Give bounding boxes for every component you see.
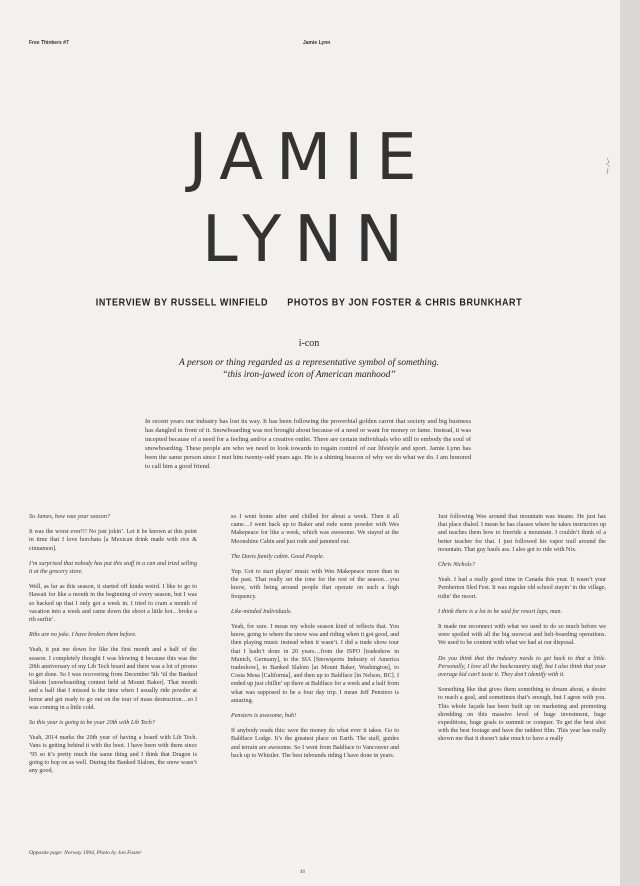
question-paragraph: Like-minded Individuals. [231, 608, 292, 615]
answer-paragraph: It made me reconnect with what we used to do so much before we were spoiled with all the big snowcat and heli-boarding operations. We used to be content with what we had at our disposal. [438, 624, 606, 647]
answer-paragraph: It was the worst ever!!! No just jokin’. Let it be known at this point in time that I love horchata [a Mexican drink made with rice & cinnamon]. [29, 529, 197, 552]
answer-paragraph: Yeah. I had a really good time in Canada this year. It wasn’t your Pemberton Sled Fest. It was regular old school stayin’ in the village, ridin’ the resort. [438, 577, 606, 600]
running-head-subject: Jamie Lynn [303, 40, 331, 46]
text-column-2 [231, 513, 399, 767]
question-paragraph: The Davis family cabin. Good People. [231, 553, 325, 560]
text-column-1 [29, 513, 197, 782]
question-paragraph: I think there is a lot to be said for resort laps, man. [438, 608, 563, 615]
question-paragraph: Do you think that the industry needs to get back to that a little. Personally, I love all the backcountry stuff, but I also think that your average kid can’t taste it. They don’t identify with it. [438, 655, 606, 679]
text-column-3 [438, 513, 606, 751]
article-title-line2: LYNN [202, 203, 416, 277]
question-paragraph: Ribs are no joke. I have broken them before. [29, 632, 137, 639]
page-number: 46 [300, 870, 305, 875]
question-paragraph: Chris Nichols? [438, 562, 475, 569]
page-edge-shadow [620, 0, 640, 886]
question-paragraph: So James, how was your season? [29, 514, 110, 520]
answer-paragraph: Yeah, for sure. I mean my whole season kind of reflects that. You know, going to where the snow was and riding when it got good, and then playing music instead when it wasn’t. I did a trade show tour that I hadn’t done in 20 years…from the ISPO [tradeshow in Munich, Germany], to the SIA [Snowsports Industry of America tradeshow], to Banked Slalom [at Mount Baker, Washington], to Costa Mesa [California], and then up to Baldface [in Nelson, BC]. I ended up just chillin’ up there at Baldface for a week and a half from what was supposed to be a four day trip. I mean Jeff Pensiero is amazing. [231, 624, 400, 704]
definition-meaning: A person or thing regarded as a representative symbol of something. [179, 358, 439, 368]
answer-paragraph: If anybody reads this: save the money do what ever it takes. Go to Baldface Lodge. It’s the greatest place on Earth. The staff, guides and terrain are awesome. So I went from Baldface to Vancouver and back up to Whistler. The best inbounds riding I have done in years. [231, 728, 399, 759]
article-title-line1: JAMIE [188, 121, 430, 195]
article-credits [0, 296, 618, 308]
intro-paragraph: In recent years our industry has lost its way. It has been following the proverbial golden carrot that society and big business has dangled in front of it. Snowboarding was not brought about because of a need or want for money or fame. Instead, it was incepted because of a need for a feeling and/or a creative outlet. There are certain individuals who still to embody the soul of snowboarding. These people are who we need to look towards to regain control of our lifestyle and sport. Jamie Lynn has been the same person since I met him twenty-odd years ago. He is a shining beacon of why we do what we do. I am honored to call him a good friend. [145, 418, 471, 470]
answer-paragraph: Something like that gives them something to dream about, a desire to reach a goal, and sometimes that’s enough, but I agree with you. This whole façade has been built up on marketing and promoting shredding on this massive level of huge investment, huge expeditions, huge goals to summit or conquer. To get the best shot with the best footage and have the raddest film. This year has really shown me that it doesn’t take much to have a really [438, 687, 606, 743]
definition-block [0, 357, 618, 381]
question-paragraph: I’m surprised that nobody has put this stuff in a can and tried selling it at the grocery store. [29, 560, 197, 576]
answer-paragraph: Yeah, it put me down for like the first month and a half of the season. I completely thought I was blowing it because this was the 20th anniversary of my Lib Tech board and there was a lot of promo to get done. So I was recovering from December 5th ’til the Banked Slalom [snowboarding contest held at Mount Baker]. That month and a half that I missed is the time when I usually ride powder at home and get ready to go out on the tour of mass destruction…so I was coming in a little cold. [29, 647, 197, 711]
question-paragraph: Pensiero is awesome, huh! [231, 713, 297, 720]
interview-credit: INTERVIEW BY RUSSELL WINFIELD [95, 296, 269, 308]
answer-paragraph: Yup. Got to start playin’ music with Wes Makepeace more than in the past. That really set the tone for the rest of the season…you know, with being around people that operate on such a high frequency. [231, 569, 399, 600]
answer-paragraph: Just following Wes around that mountain was insane. He just has that place dialed. I mean he has classes where he takes instructors up and teaches them how to freeride a mountain. I couldn’t think of a better teacher for that. I just followed his vapor trail around the mountain. That guy hauls ass. I also got to ride with Nix. [438, 514, 606, 553]
photo-caption: Opposite page: Norway 1994, Photo by Jon Foster [29, 850, 142, 856]
definition-word: i-con [298, 338, 320, 349]
answer-paragraph: Yeah, 2014 marks the 20th year of having a board with Lib Tech. Vans is getting behind it with the boot. I have been with them since ’95 so it’s pretty much the same thing and I think that Dragon is going to hop on as well. During the Banked Slalom, the snow wasn’t any good, [29, 735, 197, 775]
answer-paragraph: Well, as far as this season, it started off kinda weird. I like to go to Hawaii for like a month in the beginning of every season, but I was so backed up that I only got a week in. I tried to cram a month of vacation into a week and came down the shoot a little hot…broke a rib surfin’. [29, 584, 197, 624]
photo-credit: PHOTOS BY JON FOSTER & CHRIS BRUNKHART [287, 296, 523, 308]
definition-example: “this iron-jawed icon of American manhood” [222, 370, 396, 380]
running-head-publication: Free Thinkers #7 [29, 40, 69, 46]
answer-paragraph: so I went home after and chilled for about a week. Then it all came…I went back up to Baker and rode some powder with Wes Makepeace for like a week, which was awesome. We stayed at the Moonshine Cabin and just rode and jammed out. [231, 514, 399, 545]
question-paragraph: So this year is going to be your 20th with Lib Tech? [29, 720, 155, 727]
